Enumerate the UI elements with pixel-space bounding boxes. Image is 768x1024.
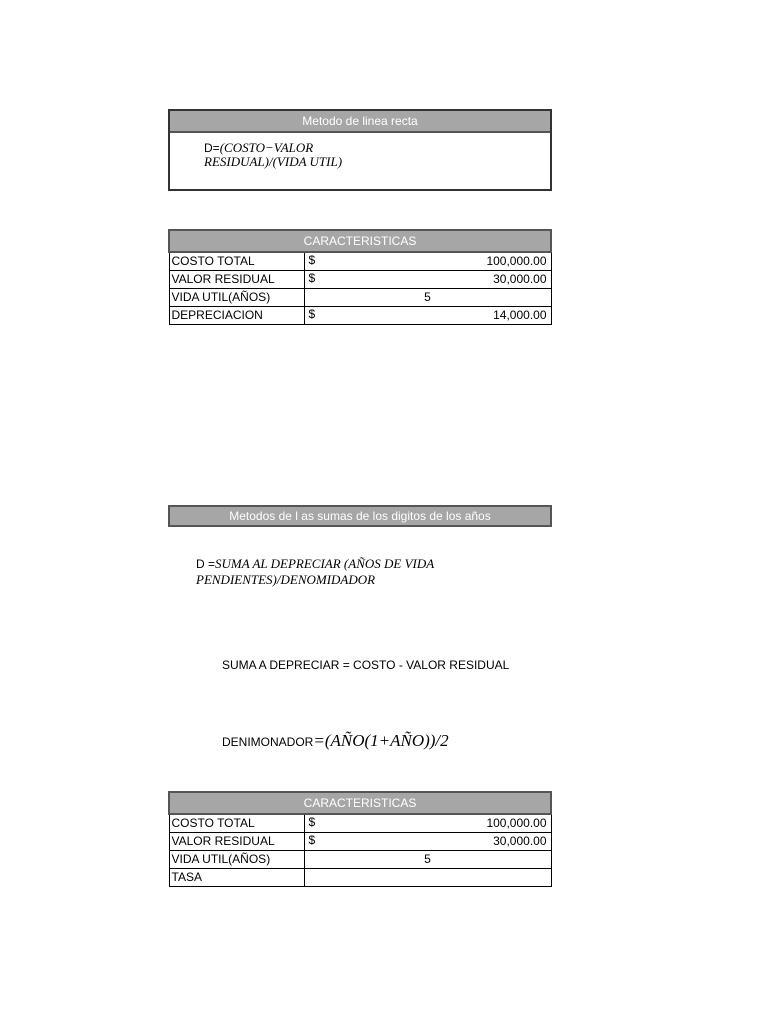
table-row xyxy=(169,288,551,306)
row-label: COSTO TOTAL xyxy=(169,814,304,832)
sum-of-digits-header: Metodos de l as sumas de los digitos de los años xyxy=(168,505,552,527)
row-value: 100,000.00 xyxy=(486,816,547,831)
row-value-cell xyxy=(304,270,551,288)
row-value-cell xyxy=(304,306,551,324)
table-row xyxy=(169,814,551,832)
row-label: VIDA UTIL(AÑOS) xyxy=(169,288,304,306)
denominator-formula xyxy=(222,731,482,752)
row-value: 5 xyxy=(304,850,551,868)
table-row xyxy=(169,306,551,324)
table-row xyxy=(169,868,551,886)
table-header: CARACTERISTICAS xyxy=(169,230,551,252)
formula-prefix: D = xyxy=(196,557,216,571)
straight-line-header: Metodo de linea recta xyxy=(170,111,550,133)
row-value-cell xyxy=(304,832,551,850)
row-value xyxy=(304,868,551,886)
row-label: DEPRECIACION xyxy=(169,306,304,324)
table-header: CARACTERISTICAS xyxy=(169,792,551,814)
formula-prefix: D= xyxy=(204,141,220,155)
row-value-cell xyxy=(304,814,551,832)
formula-body: (COSTO−VALOR RESIDUAL)/(VIDA UTIL) xyxy=(204,140,343,169)
row-value: 100,000.00 xyxy=(486,254,547,269)
suma-a-depreciar-text: SUMA A DEPRECIAR = COSTO - VALOR RESIDUAL xyxy=(222,658,510,672)
table-row xyxy=(169,270,551,288)
currency-symbol: $ xyxy=(308,832,316,847)
row-value: 14,000.00 xyxy=(493,308,547,322)
table-row xyxy=(169,850,551,868)
row-label: VIDA UTIL(AÑOS) xyxy=(169,850,304,868)
row-value-cell xyxy=(304,252,551,270)
row-label: VALOR RESIDUAL xyxy=(169,832,304,850)
row-value: 5 xyxy=(304,288,551,306)
table-header-row xyxy=(169,230,551,252)
characteristics-table-2 xyxy=(168,791,552,887)
row-value: 30,000.00 xyxy=(493,272,547,286)
table-row xyxy=(169,832,551,850)
currency-symbol: $ xyxy=(308,270,316,285)
currency-symbol: $ xyxy=(308,253,316,267)
table-header-row xyxy=(169,792,551,814)
table-row xyxy=(169,252,551,270)
sum-of-digits-formula xyxy=(196,556,486,587)
row-label: TASA xyxy=(169,868,304,886)
row-label: COSTO TOTAL xyxy=(169,252,304,270)
denominator-label: DENIMONADOR xyxy=(222,735,314,749)
straight-line-formula-box xyxy=(168,109,552,191)
row-value: 30,000.00 xyxy=(493,834,547,848)
characteristics-table-1 xyxy=(168,229,552,325)
currency-symbol: $ xyxy=(308,306,316,321)
row-label: VALOR RESIDUAL xyxy=(169,270,304,288)
currency-symbol: $ xyxy=(308,815,316,829)
denominator-expression: =(AÑO(1+AÑO))/2 xyxy=(313,731,449,750)
formula-body: SUMA AL DEPRECIAR (AÑOS DE VIDA PENDIENTES)/DENOMIDADOR xyxy=(196,556,434,587)
straight-line-formula xyxy=(204,141,394,169)
